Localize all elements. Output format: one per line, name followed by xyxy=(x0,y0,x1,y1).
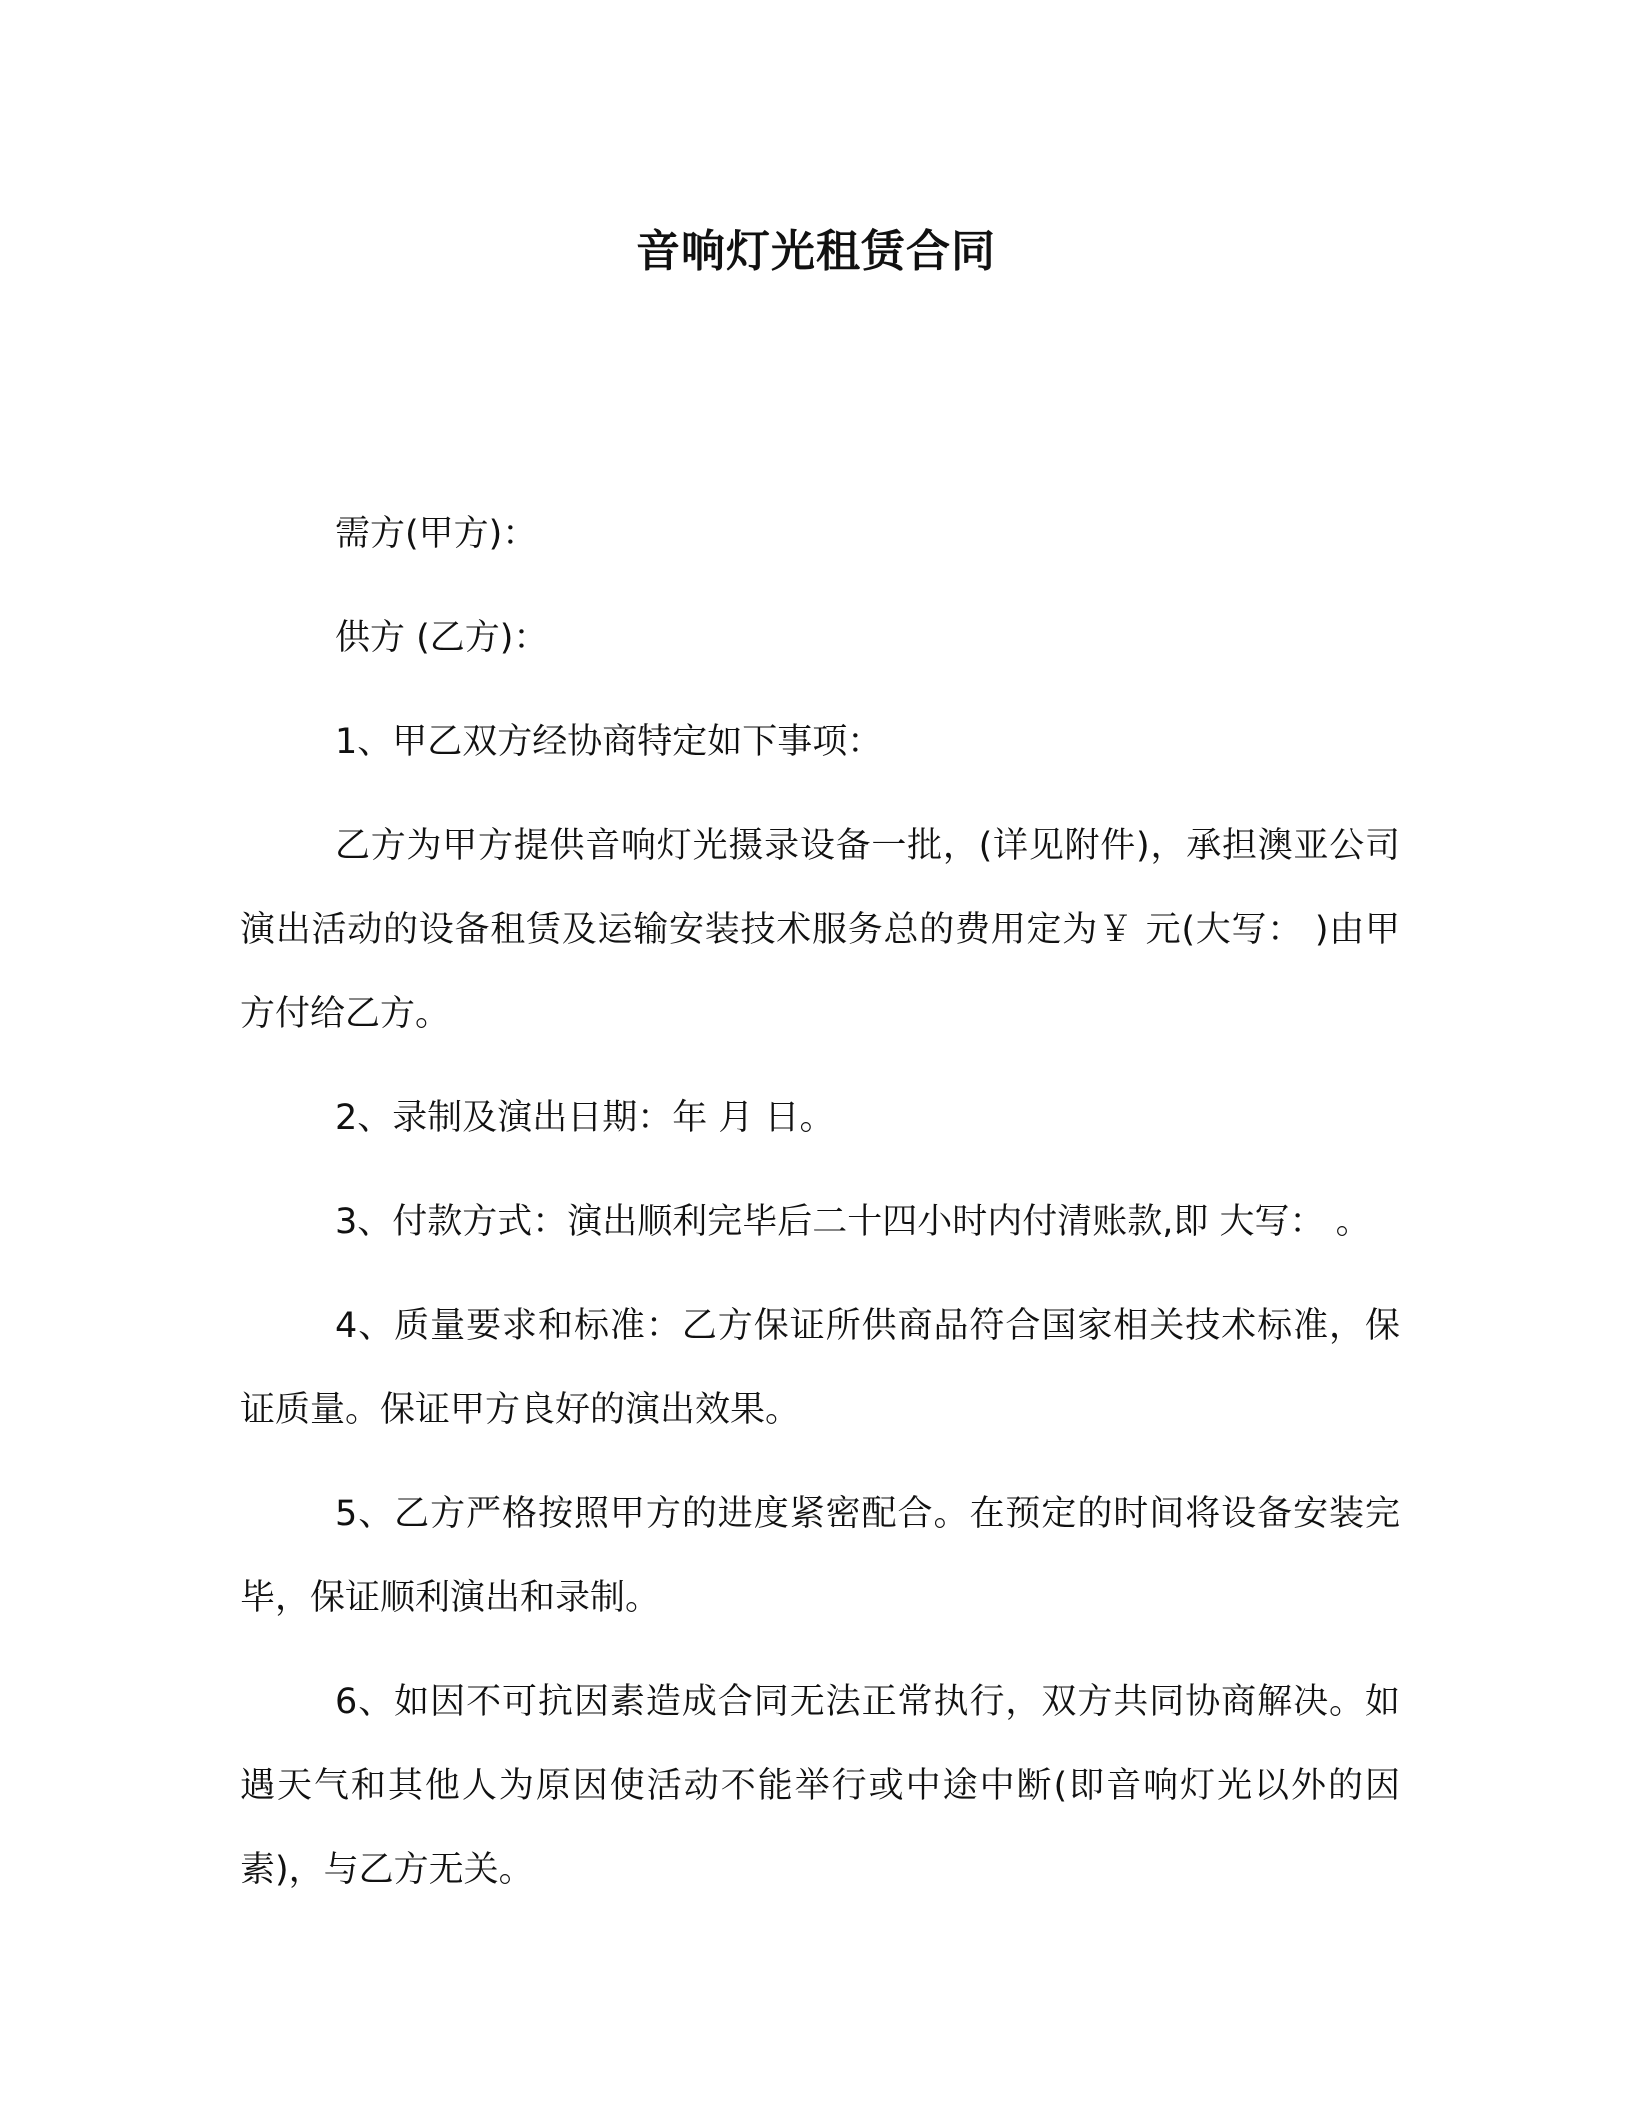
party-a-line: 需方(甲方)： xyxy=(335,514,538,554)
clause-3: 3、付款方式：演出顺利完毕后二十四小时内付清账款,即 大写： 。 xyxy=(335,1202,1371,1242)
clause-1-heading: 1、甲乙双方经协商特定如下事项： xyxy=(335,722,883,762)
clause-1-body: 乙方为甲方提供音响灯光摄录设备一批，(详见附件)，承担澳亚公司演出活动的设备租赁及运输安装技术服务总的费用定为￥ 元(大写： )由甲方付给乙方。 xyxy=(240,826,1400,1034)
party-b-line: 供方 (乙方)： xyxy=(335,618,549,658)
clause-5: 5、乙方严格按照甲方的进度紧密配合。在预定的时间将设备安装完毕，保证顺利演出和录制。 xyxy=(240,1494,1400,1618)
clause-4: 4、质量要求和标准：乙方保证所供商品符合国家相关技术标准，保证质量。保证甲方良好的演出效果。 xyxy=(240,1306,1400,1430)
document-title: 音响灯光租赁合同 xyxy=(636,226,996,277)
clause-2: 2、录制及演出日期：年 月 日。 xyxy=(335,1098,835,1138)
clause-6: 6、如因不可抗因素造成合同无法正常执行，双方共同协商解决。如遇天气和其他人为原因使活动不能举行或中途中断(即音响灯光以外的因素)，与乙方无关。 xyxy=(240,1682,1400,1890)
document-body xyxy=(240,492,1400,1932)
